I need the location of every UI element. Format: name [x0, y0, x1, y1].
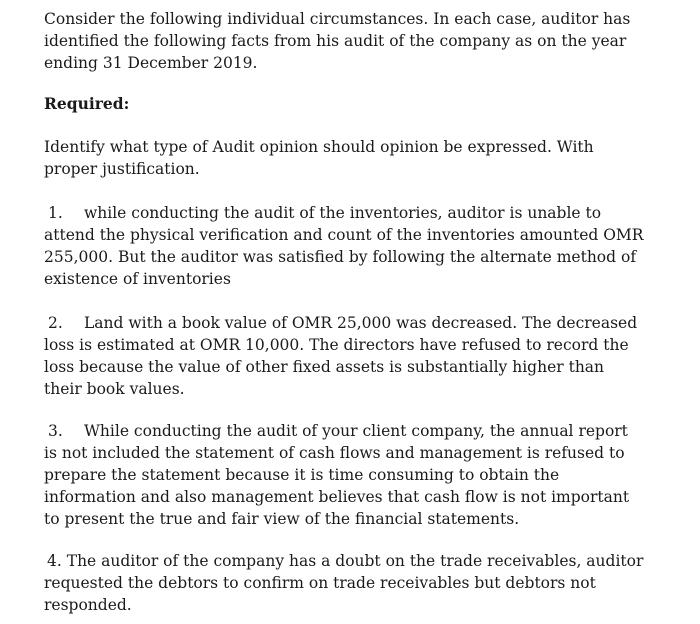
question-item-4	[44, 550, 644, 616]
instruction-paragraph: Identify what type of Audit opinion should opinion be expressed. With proper justification.	[44, 138, 594, 178]
question-number-4: 4.	[47, 552, 62, 570]
question-text-2: Land with a book value of OMR 25,000 was decreased. The decreased loss is estimated at OMR 10,000. The directors have refused to record the loss because the value of other fixed assets is substantially higher than their book values.	[44, 314, 638, 398]
question-text-3: While conducting the audit of your client company, the annual report is not included the statement of cash flows and management is refused to prepare the statement because it is time consuming to obtain the information and also management believes that cash flow is not important to present the true and fair view of the financial statements.	[44, 422, 630, 528]
question-number-2: 2.	[48, 314, 63, 332]
question-text-1: while conducting the audit of the inventories, auditor is unable to attend the physical verification and count of the inventories amounted OMR 255,000. But the auditor was satisfied by following the alternate method of existence of inventories	[44, 204, 644, 288]
required-heading: Required:	[44, 94, 130, 113]
question-item-2	[44, 312, 644, 400]
question-item-1	[44, 202, 644, 290]
question-number-3: 3.	[48, 422, 63, 440]
intro-paragraph: Consider the following individual circumstances. In each case, auditor has identified the following facts from his audit of the company as on the year ending 31 December 2019.	[44, 10, 631, 72]
question-item-3	[44, 420, 644, 530]
question-text-4: The auditor of the company has a doubt on the trade receivables, auditor requested the debtors to confirm on trade receivables but debtors not responded.	[44, 552, 644, 614]
question-number-1: 1.	[48, 204, 63, 222]
